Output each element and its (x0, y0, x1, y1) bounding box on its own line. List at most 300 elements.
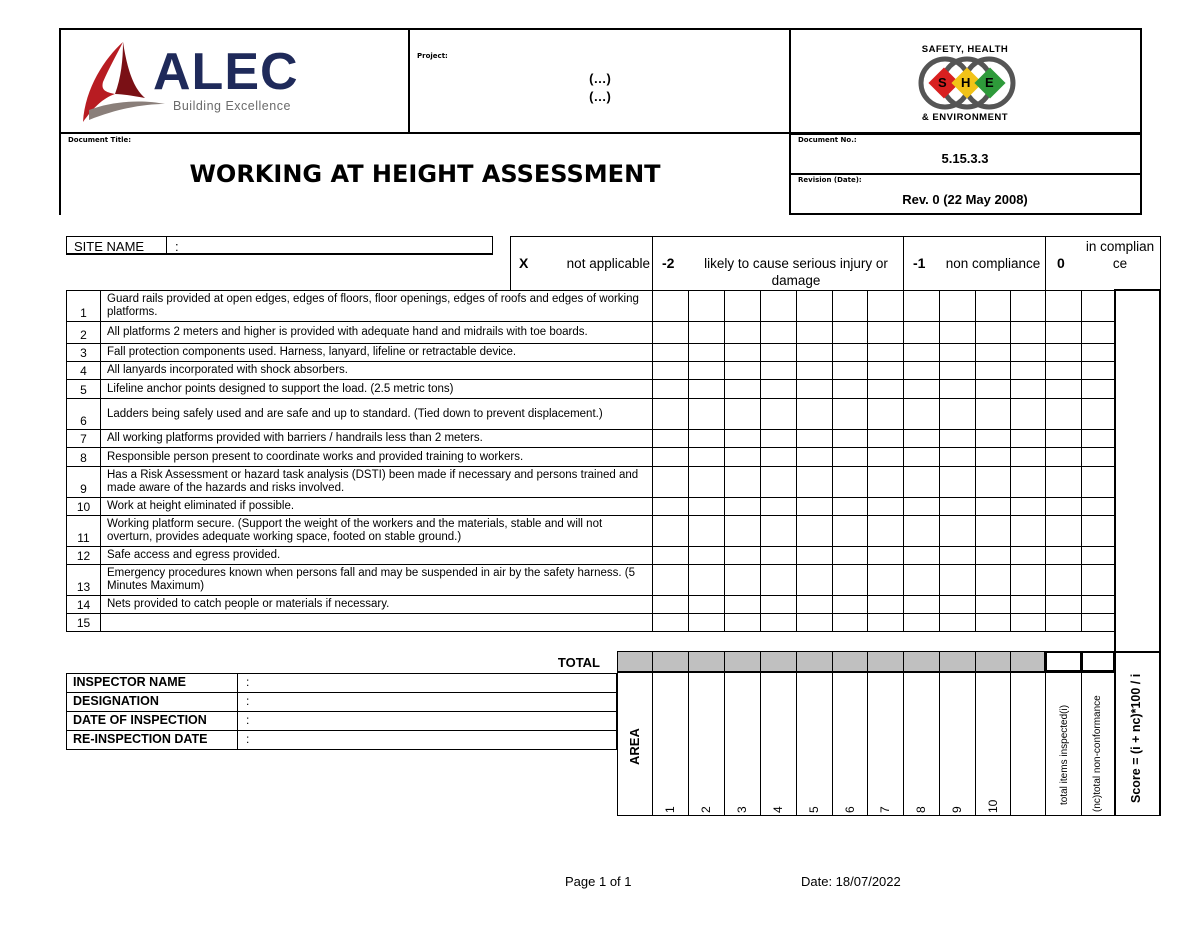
check-cell[interactable] (724, 343, 761, 362)
item-number: 5 (66, 379, 101, 399)
she-logo (890, 42, 1040, 126)
check-cell[interactable] (796, 398, 833, 430)
check-cell[interactable] (939, 497, 976, 516)
area-label: AREA (627, 728, 642, 765)
check-cell[interactable] (724, 466, 761, 498)
total-cell (617, 651, 653, 672)
item-text: Work at height eliminated if possible. (100, 497, 653, 516)
item-number: 11 (66, 515, 101, 547)
check-cell[interactable] (724, 564, 761, 596)
score-column (1114, 289, 1161, 651)
check-cell[interactable] (1045, 546, 1082, 565)
area-number: 6 (843, 806, 857, 813)
total-nonconf-cell[interactable] (1081, 651, 1115, 672)
check-cell[interactable] (975, 497, 1011, 516)
check-cell[interactable] (903, 398, 940, 430)
item-number: 3 (66, 343, 101, 362)
check-cell[interactable] (832, 546, 868, 565)
check-cell[interactable] (832, 466, 868, 498)
check-cell[interactable] (1010, 447, 1046, 467)
item-text: Guard rails provided at open edges, edges of floors, floor openings, edges of roofs and edges of working platforms. (100, 290, 653, 322)
check-cell[interactable] (903, 466, 940, 498)
legend-text-minus2: likely to cause serious injury or damage (704, 256, 888, 288)
check-cell[interactable] (724, 398, 761, 430)
check-cell[interactable] (652, 343, 689, 362)
item-text: Safe access and egress provided. (100, 546, 653, 565)
check-cell[interactable] (796, 429, 833, 448)
check-cell[interactable] (975, 546, 1011, 565)
check-cell[interactable] (1045, 379, 1082, 399)
area-number: 10 (986, 799, 1000, 813)
footer-date: Date: 18/07/2022 (801, 874, 901, 889)
area-number: 4 (771, 806, 785, 813)
check-cell[interactable] (688, 497, 725, 516)
check-cell[interactable] (903, 321, 940, 344)
check-cell[interactable] (724, 429, 761, 448)
check-cell[interactable] (760, 447, 797, 467)
doc-title: WORKING AT HEIGHT ASSESSMENT (189, 160, 661, 188)
check-cell[interactable] (724, 497, 761, 516)
check-cell[interactable] (1081, 343, 1115, 362)
check-cell[interactable] (724, 379, 761, 399)
check-cell[interactable] (1045, 429, 1082, 448)
area-column-cell[interactable] (652, 672, 689, 816)
check-cell[interactable] (1045, 343, 1082, 362)
inspector-value[interactable]: : (246, 675, 250, 689)
check-cell[interactable] (867, 429, 904, 448)
check-cell[interactable] (1081, 290, 1115, 322)
check-cell[interactable] (867, 398, 904, 430)
check-cell[interactable] (760, 429, 797, 448)
check-cell[interactable] (1010, 343, 1046, 362)
check-cell[interactable] (867, 321, 904, 344)
check-cell[interactable] (867, 466, 904, 498)
area-number: 9 (950, 806, 964, 813)
check-cell[interactable] (939, 564, 976, 596)
check-cell[interactable] (939, 398, 976, 430)
check-cell[interactable] (975, 361, 1011, 380)
check-cell[interactable] (1010, 564, 1046, 596)
check-cell[interactable] (1081, 546, 1115, 565)
site-name-value[interactable]: : (175, 239, 179, 254)
total-cell (975, 651, 1011, 672)
check-cell[interactable] (688, 343, 725, 362)
check-cell[interactable] (724, 290, 761, 322)
alec-logo (75, 38, 300, 126)
total-inspected-cell[interactable] (1045, 651, 1082, 672)
check-cell[interactable] (688, 429, 725, 448)
check-cell[interactable] (688, 466, 725, 498)
check-cell[interactable] (1081, 595, 1115, 614)
total-cell (760, 651, 797, 672)
check-cell[interactable] (688, 595, 725, 614)
check-cell[interactable] (760, 595, 797, 614)
item-text: Nets provided to catch people or materials if necessary. (100, 595, 653, 614)
she-letter-h: H (961, 75, 971, 90)
check-cell[interactable] (1081, 398, 1115, 430)
item-number: 12 (66, 546, 101, 565)
legend-code-minus1: -1 (913, 255, 926, 271)
check-cell[interactable] (832, 290, 868, 322)
check-cell[interactable] (975, 447, 1011, 467)
item-number: 13 (66, 564, 101, 596)
check-cell[interactable] (796, 466, 833, 498)
check-cell[interactable] (760, 546, 797, 565)
inspector-label: DATE OF INSPECTION (73, 713, 207, 727)
item-text: Working platform secure. (Support the weight of the workers and the materials, stable and will not overturn, provides adequate working space, footed on stable ground.) (100, 515, 653, 547)
she-letter-s: S (938, 75, 947, 90)
check-cell[interactable] (867, 564, 904, 596)
inspector-divider (237, 730, 238, 750)
check-cell[interactable] (1010, 429, 1046, 448)
area-column-cell[interactable] (760, 672, 797, 816)
check-cell[interactable] (1081, 379, 1115, 399)
check-cell[interactable] (975, 564, 1011, 596)
total-label: TOTAL (557, 655, 600, 670)
check-cell[interactable] (832, 515, 868, 547)
inspector-label: RE-INSPECTION DATE (73, 732, 208, 746)
check-cell[interactable] (975, 595, 1011, 614)
legend-text-x: not applicable (566, 256, 650, 271)
area-number: 8 (914, 806, 928, 813)
check-cell[interactable] (867, 613, 904, 632)
check-cell[interactable] (867, 447, 904, 467)
check-cell[interactable] (867, 379, 904, 399)
check-cell[interactable] (796, 595, 833, 614)
item-text: Ladders being safely used and are safe and up to standard. (Tied down to prevent displacement.) (100, 398, 653, 430)
check-cell[interactable] (652, 321, 689, 344)
check-cell[interactable] (1045, 613, 1082, 632)
check-cell[interactable] (939, 379, 976, 399)
item-number: 14 (66, 595, 101, 614)
check-cell[interactable] (975, 429, 1011, 448)
check-cell[interactable] (975, 379, 1011, 399)
total-cell (867, 651, 904, 672)
check-cell[interactable] (1010, 497, 1046, 516)
legend-code-0: 0 (1057, 255, 1065, 271)
check-cell[interactable] (939, 466, 976, 498)
check-cell[interactable] (796, 290, 833, 322)
check-cell[interactable] (867, 497, 904, 516)
check-cell[interactable] (832, 447, 868, 467)
area-number: 2 (699, 806, 713, 813)
revision-value: Rev. 0 (22 May 2008) (902, 192, 1028, 207)
check-cell[interactable] (760, 343, 797, 362)
check-cell[interactable] (1010, 379, 1046, 399)
she-bottom-text: & ENVIRONMENT (921, 112, 1009, 123)
area-column-cell[interactable] (1010, 672, 1046, 816)
check-cell[interactable] (688, 447, 725, 467)
check-cell[interactable] (652, 564, 689, 596)
check-cell[interactable] (1045, 447, 1082, 467)
item-number: 15 (66, 613, 101, 632)
check-cell[interactable] (1010, 515, 1046, 547)
check-cell[interactable] (939, 290, 976, 322)
check-cell[interactable] (1045, 361, 1082, 380)
check-cell[interactable] (903, 429, 940, 448)
project-line-1: (…) (589, 71, 611, 86)
check-cell[interactable] (1010, 321, 1046, 344)
check-cell[interactable] (1045, 290, 1082, 322)
check-cell[interactable] (1045, 564, 1082, 596)
check-cell[interactable] (975, 343, 1011, 362)
item-text: All lanyards incorporated with shock absorbers. (100, 361, 653, 380)
check-cell[interactable] (1081, 564, 1115, 596)
check-cell[interactable] (1081, 515, 1115, 547)
check-cell[interactable] (652, 398, 689, 430)
check-cell[interactable] (939, 613, 976, 632)
check-cell[interactable] (688, 361, 725, 380)
check-cell[interactable] (760, 564, 797, 596)
check-cell[interactable] (652, 497, 689, 516)
check-cell[interactable] (832, 321, 868, 344)
check-cell[interactable] (832, 429, 868, 448)
area-column-cell[interactable] (903, 672, 940, 816)
check-cell[interactable] (903, 361, 940, 380)
check-cell[interactable] (796, 515, 833, 547)
site-name-label: SITE NAME (74, 239, 145, 254)
check-cell[interactable] (652, 613, 689, 632)
inspector-value[interactable]: : (246, 694, 250, 708)
check-cell[interactable] (688, 398, 725, 430)
check-cell[interactable] (1045, 398, 1082, 430)
revision-label: Revision (Date): (798, 176, 862, 184)
check-cell[interactable] (652, 447, 689, 467)
area-column-cell[interactable] (832, 672, 868, 816)
area-number: 1 (663, 806, 677, 813)
left-rule (59, 133, 61, 215)
check-cell[interactable] (903, 379, 940, 399)
check-cell[interactable] (867, 595, 904, 614)
total-cell (939, 651, 976, 672)
check-cell[interactable] (1045, 497, 1082, 516)
item-number: 10 (66, 497, 101, 516)
check-cell[interactable] (760, 321, 797, 344)
check-cell[interactable] (903, 447, 940, 467)
check-cell[interactable] (688, 321, 725, 344)
check-cell[interactable] (867, 515, 904, 547)
header-divider (408, 28, 410, 134)
check-cell[interactable] (796, 379, 833, 399)
check-cell[interactable] (652, 290, 689, 322)
check-cell[interactable] (724, 321, 761, 344)
check-cell[interactable] (903, 546, 940, 565)
check-cell[interactable] (760, 466, 797, 498)
check-cell[interactable] (1010, 595, 1046, 614)
check-cell[interactable] (975, 290, 1011, 322)
check-cell[interactable] (796, 564, 833, 596)
check-cell[interactable] (975, 398, 1011, 430)
she-letter-e: E (985, 75, 994, 90)
check-cell[interactable] (975, 515, 1011, 547)
area-column-cell[interactable] (688, 672, 725, 816)
check-cell[interactable] (975, 321, 1011, 344)
inspector-divider (237, 692, 238, 712)
legend-text-0: in complian ce (1085, 239, 1155, 271)
check-cell[interactable] (832, 595, 868, 614)
check-cell[interactable] (724, 361, 761, 380)
item-number: 8 (66, 447, 101, 467)
check-cell[interactable] (724, 595, 761, 614)
check-cell[interactable] (903, 613, 940, 632)
doc-no-label: Document No.: (798, 136, 857, 144)
check-cell[interactable] (796, 321, 833, 344)
check-cell[interactable] (652, 379, 689, 399)
inspector-value[interactable]: : (246, 732, 250, 746)
check-cell[interactable] (652, 546, 689, 565)
total-cell (903, 651, 940, 672)
area-column-cell[interactable] (796, 672, 833, 816)
check-cell[interactable] (652, 466, 689, 498)
item-number: 1 (66, 290, 101, 322)
check-cell[interactable] (688, 515, 725, 547)
check-cell[interactable] (939, 546, 976, 565)
check-cell[interactable] (867, 290, 904, 322)
check-cell[interactable] (1010, 466, 1046, 498)
check-cell[interactable] (903, 497, 940, 516)
nonconf-label: (nc)total non-conformance (1092, 695, 1103, 812)
check-cell[interactable] (1045, 466, 1082, 498)
check-cell[interactable] (724, 546, 761, 565)
total-cell (652, 651, 689, 672)
check-cell[interactable] (652, 595, 689, 614)
check-cell[interactable] (939, 343, 976, 362)
item-text (100, 613, 653, 632)
check-cell[interactable] (760, 497, 797, 516)
check-cell[interactable] (939, 361, 976, 380)
check-cell[interactable] (1045, 595, 1082, 614)
check-cell[interactable] (760, 379, 797, 399)
score-formula: Score = (i + nc)*100 / i (1129, 673, 1143, 803)
total-cell (832, 651, 868, 672)
check-cell[interactable] (975, 466, 1011, 498)
check-cell[interactable] (903, 343, 940, 362)
check-cell[interactable] (1010, 361, 1046, 380)
check-cell[interactable] (796, 546, 833, 565)
check-cell[interactable] (1081, 429, 1115, 448)
check-cell[interactable] (652, 429, 689, 448)
check-cell[interactable] (1045, 515, 1082, 547)
check-cell[interactable] (867, 546, 904, 565)
check-cell[interactable] (796, 497, 833, 516)
check-cell[interactable] (760, 515, 797, 547)
check-cell[interactable] (688, 564, 725, 596)
check-cell[interactable] (1010, 613, 1046, 632)
area-column-cell[interactable] (724, 672, 761, 816)
check-cell[interactable] (1045, 321, 1082, 344)
inspector-value[interactable]: : (246, 713, 250, 727)
check-cell[interactable] (724, 447, 761, 467)
doc-title-label: Document Title: (68, 136, 132, 144)
footer-page: Page 1 of 1 (565, 874, 632, 889)
check-cell[interactable] (867, 343, 904, 362)
project-line-2: (…) (589, 89, 611, 104)
check-cell[interactable] (796, 613, 833, 632)
check-cell[interactable] (1010, 398, 1046, 430)
check-cell[interactable] (760, 361, 797, 380)
check-cell[interactable] (796, 447, 833, 467)
check-cell[interactable] (903, 564, 940, 596)
check-cell[interactable] (832, 343, 868, 362)
legend-code-minus2: -2 (662, 255, 675, 271)
check-cell[interactable] (688, 290, 725, 322)
logo-tagline: Building Excellence (173, 99, 291, 113)
check-cell[interactable] (760, 613, 797, 632)
check-cell[interactable] (1010, 546, 1046, 565)
area-number: 7 (878, 806, 892, 813)
check-cell[interactable] (652, 515, 689, 547)
item-text: Responsible person present to coordinate works and provided training to workers. (100, 447, 653, 467)
check-cell[interactable] (796, 361, 833, 380)
check-cell[interactable] (652, 361, 689, 380)
check-cell[interactable] (688, 379, 725, 399)
inspected-label: total items inspected(i) (1059, 704, 1070, 805)
check-cell[interactable] (1010, 290, 1046, 322)
check-cell[interactable] (688, 546, 725, 565)
check-cell[interactable] (796, 343, 833, 362)
check-cell[interactable] (832, 398, 868, 430)
inspector-label: DESIGNATION (73, 694, 159, 708)
area-column-cell[interactable] (975, 672, 1011, 816)
she-top-text: SAFETY, HEALTH (921, 44, 1009, 55)
check-cell[interactable] (867, 361, 904, 380)
check-cell[interactable] (832, 361, 868, 380)
item-number: 6 (66, 398, 101, 430)
item-number: 9 (66, 466, 101, 498)
check-cell[interactable] (1081, 447, 1115, 467)
total-cell (688, 651, 725, 672)
total-cell (724, 651, 761, 672)
check-cell[interactable] (903, 515, 940, 547)
check-cell[interactable] (1081, 321, 1115, 344)
check-cell[interactable] (939, 321, 976, 344)
check-cell[interactable] (939, 515, 976, 547)
check-cell[interactable] (688, 613, 725, 632)
check-cell[interactable] (760, 290, 797, 322)
area-number: 3 (735, 806, 749, 813)
check-cell[interactable] (724, 515, 761, 547)
item-text: Has a Risk Assessment or hazard task analysis (DSTI) been made if necessary and persons trained and made aware of the hazards and risks involved. (100, 466, 653, 498)
check-cell[interactable] (832, 497, 868, 516)
check-cell[interactable] (975, 613, 1011, 632)
item-number: 2 (66, 321, 101, 344)
check-cell[interactable] (832, 613, 868, 632)
check-cell[interactable] (1081, 361, 1115, 380)
check-cell[interactable] (903, 290, 940, 322)
check-cell[interactable] (760, 398, 797, 430)
site-divider (166, 236, 167, 255)
check-cell[interactable] (939, 429, 976, 448)
total-cell (796, 651, 833, 672)
item-text: All platforms 2 meters and higher is provided with adequate hand and midrails with toe boards. (100, 321, 653, 344)
area-column-cell[interactable] (939, 672, 976, 816)
item-text: Fall protection components used. Harness, lanyard, lifeline or retractable device. (100, 343, 653, 362)
check-cell[interactable] (832, 564, 868, 596)
item-number: 7 (66, 429, 101, 448)
check-cell[interactable] (1081, 466, 1115, 498)
check-cell[interactable] (832, 379, 868, 399)
inspector-divider (237, 711, 238, 731)
check-cell[interactable] (939, 595, 976, 614)
area-column-cell[interactable] (867, 672, 904, 816)
check-cell[interactable] (1081, 613, 1115, 632)
check-cell[interactable] (903, 595, 940, 614)
check-cell[interactable] (939, 447, 976, 467)
item-text: All working platforms provided with barriers / handrails less than 2 meters. (100, 429, 653, 448)
check-cell[interactable] (724, 613, 761, 632)
check-cell[interactable] (1081, 497, 1115, 516)
inspector-divider (237, 673, 238, 693)
